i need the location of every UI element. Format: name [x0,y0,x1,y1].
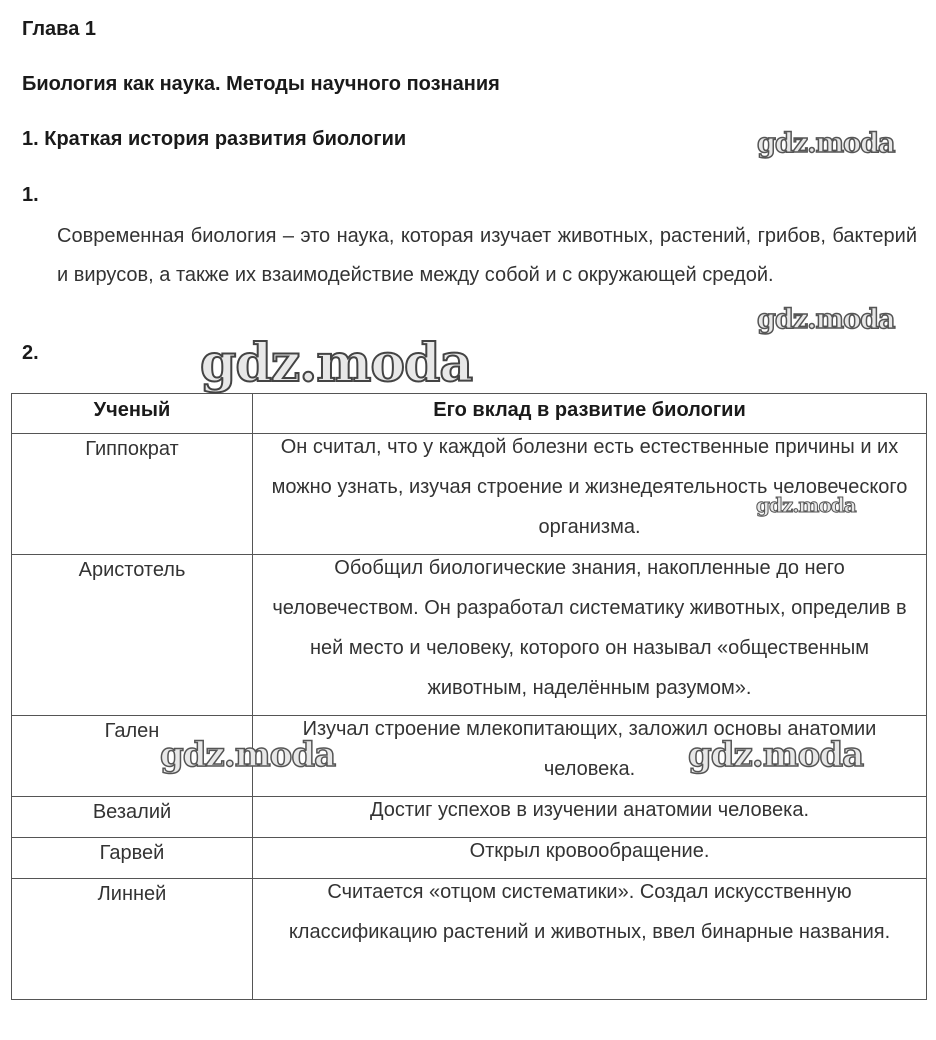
task-1-number: 1. [22,184,39,206]
header-scientist: Ученый [12,394,253,434]
scientist-name: Гарвей [12,838,253,879]
table-row [12,555,927,716]
scientist-name: Гален [12,716,253,797]
chapter-heading: Глава 1 [22,18,97,40]
watermark: gdz.moda [160,735,336,775]
scientist-contribution [253,879,927,1000]
contribution-text: Он считал, что у каждой болезни есть естественные причины и их можно узнать, изучая строение и жизнедеятельность человеческого организма. [271,436,908,538]
scientists-table [11,393,927,1000]
contribution-text: Изучал строение млекопитающих, заложил основы анатомии человека. [302,718,877,780]
section-title: Биология как наука. Методы научного познания [22,73,500,95]
subsection-title: 1. Краткая история развития биологии [22,128,407,150]
table-row [12,879,927,1000]
watermark: gdz.moda [757,304,895,335]
scientist-name: Линней [12,879,253,1000]
scientist-contribution [253,555,927,716]
watermark: gdz.moda [200,333,473,394]
header-contribution: Его вклад в развитие биологии [253,394,927,434]
contribution-text: Считается «отцом систематики». Создал искусственную классификацию растений и животных, ввел бинарные названия. [288,881,891,943]
task-2-number: 2. [22,342,39,364]
contribution-text: Открыл кровообращение. [469,840,710,862]
scientist-name: Гиппократ [12,434,253,555]
scientist-name: Везалий [12,797,253,838]
contribution-text: Достиг успехов в изучении анатомии человека. [369,799,810,821]
watermark: gdz.moda [688,735,864,775]
contribution-text: Обобщил биологические знания, накопленные до него человечеством. Он разработал систематику животных, определив в ней место и человеку, которого он называл «общественным животным, наделённым разумом». [272,557,907,699]
scientist-name: Аристотель [12,555,253,716]
watermark: gdz.moda [756,493,856,517]
task-1-answer-text: Современная биология – это наука, которая изучает животных, растений, грибов, бактерий и вирусов, а также их взаимодействие между собой и с окружающей средой. [57,225,917,286]
watermark: gdz.moda [757,128,895,159]
